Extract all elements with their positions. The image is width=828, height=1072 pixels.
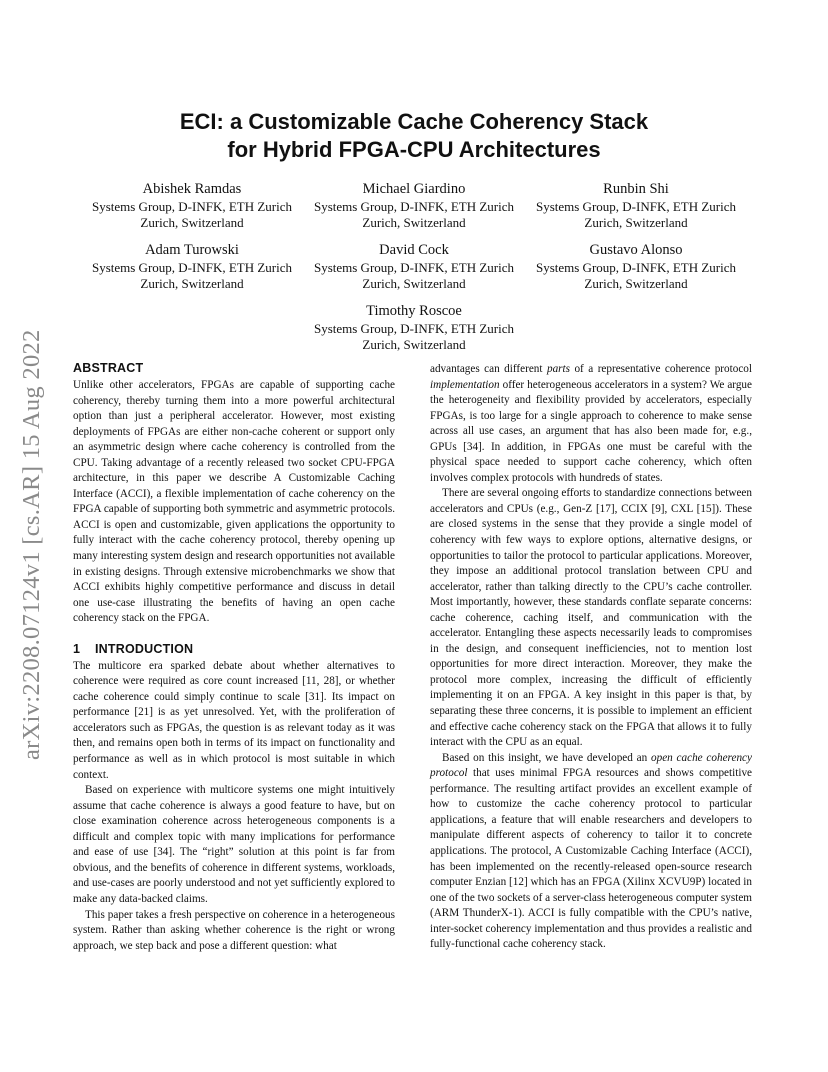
author-name: Gustavo Alonso xyxy=(589,242,683,258)
emphasis-open-protocol: open cache coherency protocol xyxy=(430,751,752,780)
intro-paragraph-1: The multicore era sparked debate about whether alternatives to coherence were required as core count increased [11, 28], or whether cache coherence could simply continue to scale [31]. Its impact on performance [21] is as yet unresolved. Yet, with the proliferation of accelerators such as FPGAs, the question is as relevant today as it was then, and remains open both in terms of its impact on functionality and performance as well as in which protocol is most suitable in which context. xyxy=(73,659,395,781)
author-affiliation: Systems Group, D-INFK, ETH Zurich xyxy=(313,260,515,275)
right-column xyxy=(430,362,752,953)
author-location: Zurich, Switzerland xyxy=(362,337,466,352)
arxiv-stamp-text: arXiv:2208.07124v1 [cs.AR] 15 Aug 2022 xyxy=(18,329,45,760)
paper-title xyxy=(0,108,828,164)
author-name: Runbin Shi xyxy=(603,181,669,197)
author-name: Adam Turowski xyxy=(145,242,239,258)
author-affiliation: Systems Group, D-INFK, ETH Zurich xyxy=(535,260,737,275)
introduction-heading xyxy=(73,641,395,657)
arxiv-stamp xyxy=(18,280,52,760)
author-affiliation: Systems Group, D-INFK, ETH Zurich xyxy=(313,199,515,214)
author-block xyxy=(526,241,746,292)
author-block xyxy=(82,241,302,292)
author-block xyxy=(82,180,302,231)
text-run: of a representative coherence protocol xyxy=(569,363,752,375)
author-location: Zurich, Switzerland xyxy=(140,276,244,291)
text-run: Based on this insight, we have developed an xyxy=(442,751,652,764)
author-block xyxy=(526,180,746,231)
abstract-text: Unlike other accelerators, FPGAs are capable of supporting cache coherency, thereby turning them into a more powerful architectural option than just a peripheral accelerator. However, most existing deployments of FPGAs are either non-cache coherent or support only an asymmetric design where cache coherency is controlled from the CPU. Taking advantage of a recently released two socket CPU-FPGA architecture, in this paper we describe A Customizable Caching Interface (ACCI), a flexible implementation of cache coherency on the FPGA capable of supporting both symmetric and asymmetric protocols. ACCI is open and customizable, given applications the opportunity to fully interact with the cache coherency protocol, thereby opening up many interesting system design and research opportunities not available in existing designs. Through extensive microbenchmarks we show that ACCI exhibits highly competitive performance and discuss in detail one use-case illustrating the benefits of having an open cache coherency stack on the FPGA. xyxy=(73,379,395,625)
intro-paragraph-3-continued xyxy=(430,362,752,486)
author-block xyxy=(304,302,524,353)
intro-paragraph-5 xyxy=(430,751,752,953)
abstract-heading: ABSTRACT xyxy=(73,361,144,375)
section-title: INTRODUCTION xyxy=(95,641,194,656)
text-run: offer heterogeneous accelerators in a system? We argue the heterogeneity and flexibility provided by accelerators, especially FPGAs, is too large for a single approach to coherence to make sense across all use cases, an argument that has also been made for, e.g., GPUs [34]. In addition, in FPGAs one must be careful with the physical space needed to support cache coherency, which often involves complex protocols with hundreds of states. xyxy=(430,378,752,484)
author-affiliation: Systems Group, D-INFK, ETH Zurich xyxy=(313,321,515,336)
emphasis-implementation: implementation xyxy=(430,378,500,391)
intro-paragraph-3: This paper takes a fresh perspective on coherence in a heterogeneous system. Rather than asking whether coherence is the right or wrong approach, we step back and pose a different question: what xyxy=(73,908,395,952)
author-location: Zurich, Switzerland xyxy=(140,215,244,230)
author-location: Zurich, Switzerland xyxy=(584,276,688,291)
author-location: Zurich, Switzerland xyxy=(362,215,466,230)
intro-paragraph-4: There are several ongoing efforts to standardize connections between accelerators and CPUs (e.g., Gen-Z [17], CCIX [9], CXL [15]). These are closed systems in the sense that they provide a single model of coherency with few ways to explore options, alternative designs, or opportunities to tailor the protocol to particular applications. Moreover, they impose an additional protocol translation between CPU and accelerator, rather than talking directly to the CPU’s cache controller. Most importantly, however, these standards conflate separate concerns: cache coherence, caching itself, and communication with the accelerator. Entangling these aspects necessarily leads to compromises in the design, and consequent inefficiencies, not to mention lost opportunities for more direct interaction. Moreover, they make the protocol more complex, increasing the difficult of efficiently implementing it on an FPGA. A key insight in this paper is that, by separating these three concerns, it is possible to implement an efficient and effective cache coherency stack on the FPGA that allows it to fully interact with the CPU as an equal. xyxy=(430,487,752,749)
author-name: Michael Giardino xyxy=(362,181,466,197)
section-number: 1 xyxy=(73,641,81,656)
text-run: that uses minimal FPGA resources and shows competitive performance. The resulting artifact provides an excellent example of how to customize the cache coherency protocol to particular applications, a feature that will enable researchers and developers to manipulate different aspects of coherency to tailor it to concrete applications. The protocol, A Customizable Caching Interface (ACCI), has been implemented on the recently-released open-source research computer Enzian [12] which has an FPGA (Xilinx XCVU9P) located in one of the two sockets of a server-class heterogeneous computer system (ARM ThunderX-1). ACCI is fully compatible with the CPU’s native, inter-socket coherency implementation and thus provides a realistic and fully-functional cache coherency stack. xyxy=(430,767,752,951)
author-location: Zurich, Switzerland xyxy=(584,215,688,230)
title-line-1: ECI: a Customizable Cache Coherency Stack xyxy=(179,109,649,134)
author-name: David Cock xyxy=(379,242,449,258)
author-location: Zurich, Switzerland xyxy=(362,276,466,291)
title-line-2: for Hybrid FPGA-CPU Architectures xyxy=(227,137,601,162)
author-block xyxy=(304,241,524,292)
author-name: Abishek Ramdas xyxy=(142,181,242,197)
intro-paragraph-2: Based on experience with multicore systems one might intuitively assume that cache coherence is always a good feature to have, but on close examination coherence across heterogeneous components is a difficult and complex topic with many implications for performance and ease of use [34]. The “right” solution at this point is far from obvious, and the benefits of coherence in different systems, workloads, and use-cases are poorly understood and not yet sufficiently explored to make any data-backed claims. xyxy=(73,784,395,905)
author-affiliation: Systems Group, D-INFK, ETH Zurich xyxy=(91,199,293,214)
author-name: Timothy Roscoe xyxy=(366,303,462,319)
text-run: advantages can different xyxy=(430,363,547,375)
author-block xyxy=(304,180,524,231)
left-column xyxy=(73,360,395,954)
author-affiliation: Systems Group, D-INFK, ETH Zurich xyxy=(535,199,737,214)
emphasis-parts: parts xyxy=(546,363,570,375)
author-affiliation: Systems Group, D-INFK, ETH Zurich xyxy=(91,260,293,275)
